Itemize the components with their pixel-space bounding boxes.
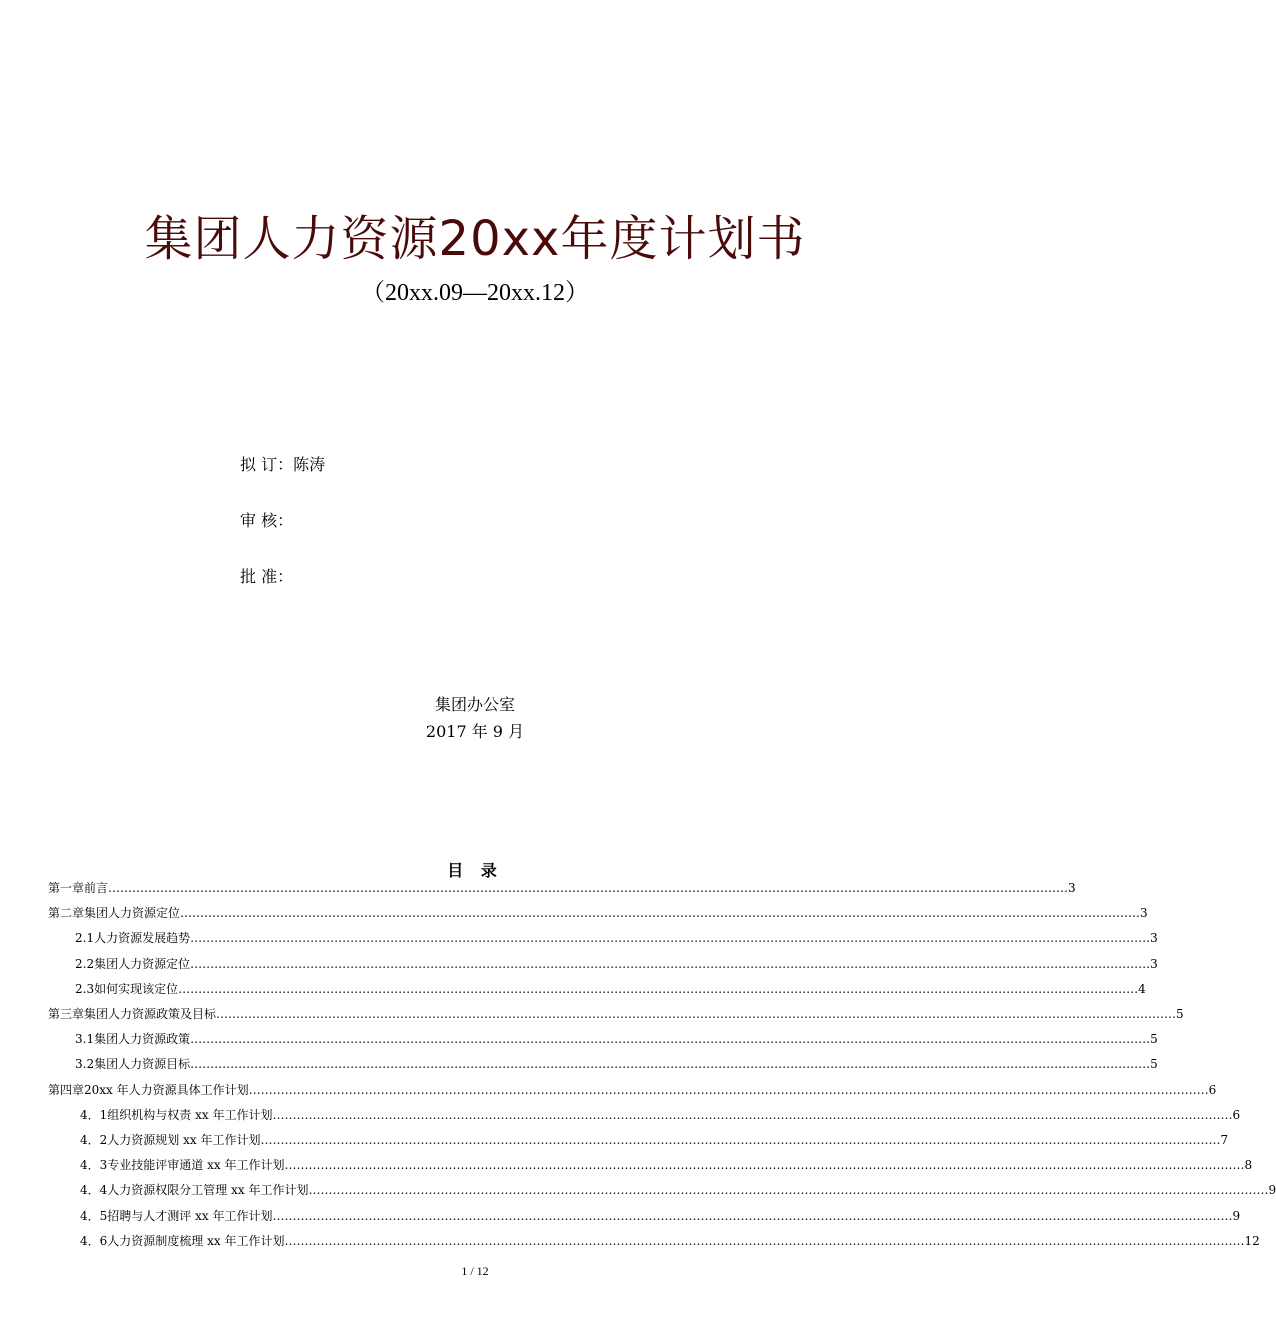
- signoff-drafted: [240, 452, 325, 475]
- toc-entry[interactable]: [48, 878, 1076, 898]
- toc-entry[interactable]: [80, 1155, 1253, 1175]
- signoff-reviewed: [240, 508, 293, 531]
- toc-entry[interactable]: [75, 979, 1146, 999]
- toc-entry-title: 集团人力资源目标: [94, 1057, 191, 1072]
- toc-entry-number: 第二章: [48, 906, 85, 921]
- toc-entry-page: 5: [1176, 1007, 1184, 1021]
- toc-entry-number: 2.1: [75, 931, 95, 946]
- toc-entry-leader: ……………………………………………………………………………………………………………………………………………………………………………………………………………………: [308, 1183, 1269, 1198]
- signoff-reviewed-label: 审 核：: [240, 511, 294, 530]
- issuer: 集团办公室: [434, 695, 515, 714]
- toc-entry-title: 集团人力资源定位: [84, 906, 181, 921]
- toc-entry-number: 第三章: [48, 1007, 85, 1021]
- signoff-approved: [240, 564, 293, 587]
- toc-entry-title: 20xx 年人力资源具体工作计划: [84, 1082, 249, 1097]
- toc-entry-leader: ……………………………………………………………………………………………………………………………………………………………………………………………………………………: [190, 1057, 1151, 1072]
- toc-entry-title: 前言: [84, 881, 109, 895]
- toc-entry-title: 集团人力资源定位: [94, 956, 191, 971]
- toc-entry-leader: ……………………………………………………………………………………………………………………………………………………………………………………………………………………: [190, 1032, 1151, 1047]
- toc-entry-page: 9: [1268, 1183, 1276, 1198]
- toc-entry-leader: ……………………………………………………………………………………………………………………………………………………………………………………………………………………: [108, 881, 1069, 895]
- signoff-approved-label: 批 准：: [240, 567, 294, 586]
- toc-entry[interactable]: [75, 1054, 1158, 1074]
- toc-entry[interactable]: [80, 1180, 1276, 1200]
- toc-entry-title: 专业技能评审通道 xx 年工作计划: [107, 1158, 285, 1173]
- toc-entry-page: 6: [1208, 1082, 1217, 1097]
- document-period: （20xx.09—20xx.12）: [361, 280, 589, 306]
- toc-entry-title: 集团人力资源政策及目标: [84, 1007, 217, 1021]
- toc-entry[interactable]: [75, 928, 1158, 948]
- toc-entry-leader: ……………………………………………………………………………………………………………………………………………………………………………………………………………………: [190, 956, 1151, 971]
- toc-entry-title: 人力资源发展趋势: [94, 931, 191, 946]
- toc-entry-page: 5: [1150, 1057, 1158, 1072]
- toc-entry-page: 7: [1220, 1133, 1229, 1147]
- toc-entry[interactable]: [80, 1231, 1260, 1251]
- toc-entry-number: 3.1: [75, 1032, 95, 1047]
- toc-entry-leader: ……………………………………………………………………………………………………………………………………………………………………………………………………………………: [216, 1007, 1177, 1021]
- toc-entry-page: 9: [1232, 1208, 1241, 1223]
- toc-entry-number: 4．5: [80, 1208, 108, 1223]
- toc-entry-page: 8: [1244, 1158, 1253, 1173]
- toc-entry-number: 4．1: [80, 1107, 108, 1122]
- toc-entry-leader: ……………………………………………………………………………………………………………………………………………………………………………………………………………………: [284, 1233, 1245, 1248]
- toc-entry-number: 4．2: [80, 1133, 108, 1147]
- toc-entry[interactable]: [48, 903, 1148, 923]
- signoff-drafted-label: 拟 订：: [240, 455, 294, 474]
- toc-entry-number: 2.2: [75, 956, 95, 971]
- toc-entry[interactable]: [48, 1004, 1184, 1024]
- toc-entry-title: 组织机构与权责 xx 年工作计划: [107, 1107, 273, 1122]
- toc-entry-leader: ……………………………………………………………………………………………………………………………………………………………………………………………………………………: [190, 931, 1151, 946]
- toc-entry-number: 3.2: [75, 1057, 95, 1072]
- issue-date: 2017 年 9 月: [425, 722, 525, 741]
- toc-entry-page: 4: [1138, 981, 1146, 996]
- toc-entry-leader: ……………………………………………………………………………………………………………………………………………………………………………………………………………………: [180, 906, 1141, 921]
- toc-entry[interactable]: [80, 1206, 1241, 1226]
- toc-entry-number: 第四章: [48, 1082, 85, 1097]
- toc-entry-number: 4．4: [80, 1183, 108, 1198]
- document-title: 集团人力资源20xx年度计划书: [144, 211, 806, 267]
- toc-entry-leader: ……………………………………………………………………………………………………………………………………………………………………………………………………………………: [248, 1082, 1209, 1097]
- toc-entry-number: 4．6: [80, 1233, 108, 1248]
- page-indicator: 1 / 12: [461, 1264, 489, 1278]
- toc-entry-page: 3: [1068, 881, 1076, 895]
- toc-entry-title: 集团人力资源政策: [94, 1032, 191, 1047]
- toc-entry[interactable]: [75, 1029, 1158, 1049]
- toc-entry[interactable]: [80, 1130, 1229, 1150]
- toc-entry-number: 4．3: [80, 1158, 108, 1173]
- toc-entry-number: 第一章: [48, 881, 85, 895]
- toc-entry-leader: ……………………………………………………………………………………………………………………………………………………………………………………………………………………: [178, 981, 1139, 996]
- toc-entry-leader: ……………………………………………………………………………………………………………………………………………………………………………………………………………………: [260, 1133, 1221, 1147]
- toc-entry[interactable]: [48, 1080, 1217, 1100]
- toc-entry[interactable]: [75, 954, 1158, 974]
- toc-entry-title: 人力资源规划 xx 年工作计划: [107, 1133, 261, 1147]
- toc-entry-page: 12: [1244, 1233, 1260, 1248]
- toc-entry-title: 如何实现该定位: [94, 981, 179, 996]
- toc-entry-page: 6: [1232, 1107, 1241, 1122]
- signoff-drafted-value: 陈涛: [293, 455, 326, 474]
- toc-entry-page: 5: [1150, 1032, 1158, 1047]
- toc-entry-number: 2.3: [75, 981, 95, 996]
- toc-entry-page: 3: [1150, 931, 1158, 946]
- toc-entry-title: 人力资源权限分工管理 xx 年工作计划: [107, 1183, 309, 1198]
- toc-entry-title: 招聘与人才测评 xx 年工作计划: [107, 1208, 273, 1223]
- toc-heading: 目 录: [447, 861, 503, 880]
- toc-entry-leader: ……………………………………………………………………………………………………………………………………………………………………………………………………………………: [284, 1158, 1245, 1173]
- toc-entry-title: 人力资源制度梳理 xx 年工作计划: [107, 1233, 285, 1248]
- toc-entry[interactable]: [80, 1105, 1241, 1125]
- toc-entry-leader: ……………………………………………………………………………………………………………………………………………………………………………………………………………………: [272, 1107, 1233, 1122]
- toc-entry-leader: ……………………………………………………………………………………………………………………………………………………………………………………………………………………: [272, 1208, 1233, 1223]
- toc-entry-page: 3: [1150, 956, 1158, 971]
- toc-entry-page: 3: [1140, 906, 1148, 921]
